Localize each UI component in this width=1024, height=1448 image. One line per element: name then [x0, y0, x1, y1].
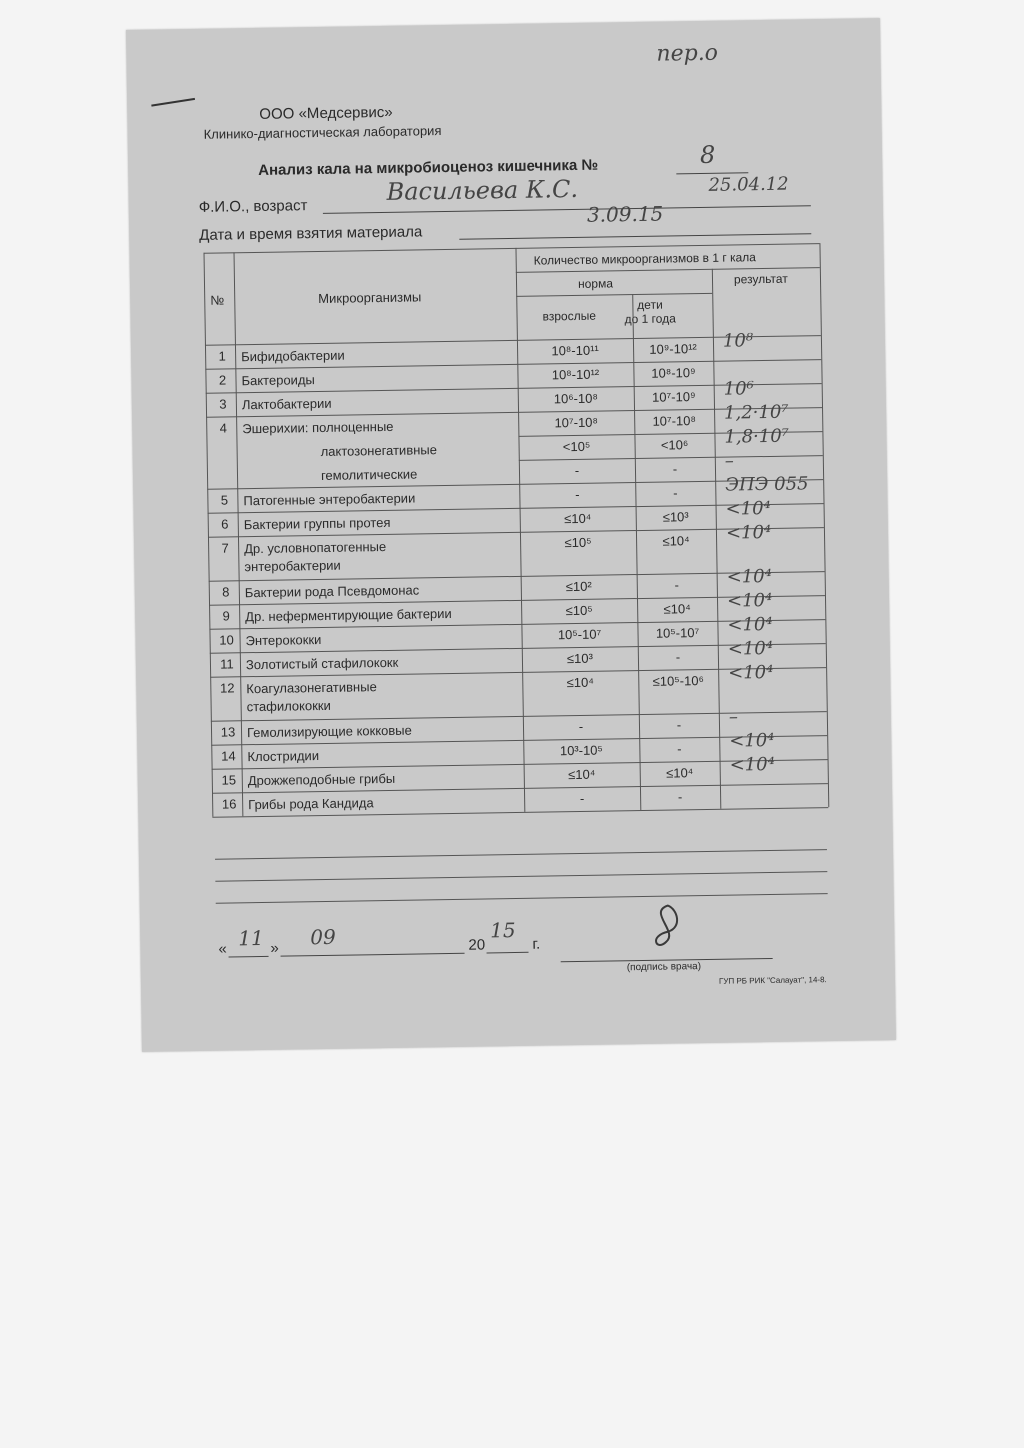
row-norm-adults: 10³-10⁵ [559, 742, 603, 759]
col-line-0 [204, 253, 214, 817]
row-result: ЭПЭ 055 [725, 473, 809, 496]
form-number: 8 [699, 140, 716, 169]
header-sub-line [516, 293, 712, 297]
row-norm-adults: 10⁶-10⁸ [553, 390, 599, 407]
row-result: – [724, 450, 735, 472]
year-line [487, 952, 529, 954]
row-norm-kids: 10⁹-10¹² [649, 341, 697, 357]
header-kids: дети до 1 года [624, 297, 676, 327]
row-number: 2 [218, 372, 227, 388]
row-name: Энтерококки [245, 632, 322, 649]
row-result: – [728, 706, 739, 728]
row-name: Бактерии группы протея [243, 514, 391, 533]
corner-note: пер.о [656, 40, 719, 67]
row-result: 1,2·10⁷ [723, 401, 789, 424]
row-norm-kids: - [674, 577, 680, 593]
row-number: 6 [221, 516, 229, 532]
date-label: Дата и время взятия материала [199, 223, 423, 244]
row-result: <10⁴ [729, 753, 775, 776]
row-norm-kids: 10⁵-10⁷ [655, 625, 700, 641]
row-norm-kids: 10⁷-10⁹ [651, 389, 696, 405]
row-norm-kids: ≤10⁴ [662, 533, 690, 549]
row-norm-adults: ≤10⁴ [566, 674, 595, 691]
lab-form-sheet [126, 18, 896, 1052]
row-norm-adults: ≤10³ [566, 650, 594, 667]
row-name: Др. неферментирующие бактерии [245, 605, 452, 625]
row-name: Патогенные энтеробактерии [243, 490, 416, 509]
fio-value: Васильева К.С. [386, 174, 579, 206]
row-norm-kids: - [675, 649, 681, 665]
row-name: гемолитические [320, 466, 418, 483]
month-line [281, 953, 465, 957]
quote-open: « [218, 940, 227, 958]
row-name: лактозонегативные [320, 442, 438, 459]
row-line [519, 455, 823, 461]
row-result: <10⁴ [727, 613, 773, 636]
signature-caption: (подпись врача) [626, 961, 702, 974]
doctor-signature [638, 901, 699, 962]
form-title: Анализ кала на микробиоценоз кишечника № [258, 156, 599, 179]
row-number: 7 [221, 540, 229, 556]
row-norm-kids: ≤10⁵-10⁶ [652, 673, 704, 689]
row-number: 14 [221, 748, 236, 764]
row-norm-kids: - [676, 717, 682, 733]
header-adults: взрослые [542, 308, 597, 324]
row-norm-adults: ≤10² [565, 578, 592, 595]
header-microorganisms: Микроорганизмы [318, 289, 422, 307]
year-prefix: 20 [468, 936, 486, 954]
row-norm-adults: ≤10⁴ [568, 766, 596, 783]
row-number: 16 [221, 796, 237, 812]
row-name: Бифидобактерии [241, 347, 345, 365]
row-number: 3 [219, 396, 227, 412]
row-name: Эшерихии: полноценные [242, 418, 394, 437]
fio-label: Ф.И.О., возраст [198, 197, 308, 216]
row-result: <10⁴ [728, 661, 774, 684]
row-number: 5 [220, 492, 229, 508]
row-norm-kids: ≤10³ [662, 509, 689, 525]
row-number: 11 [220, 656, 234, 672]
row-number: 8 [222, 584, 230, 600]
fio-line [323, 205, 811, 214]
blank-line-2 [215, 871, 827, 882]
row-norm-adults: 10⁸-10¹¹ [551, 342, 599, 359]
row-norm-adults: 10⁸-10¹² [551, 366, 600, 383]
blank-line-1 [215, 849, 827, 860]
row-number: 4 [219, 420, 227, 436]
row-number: 10 [219, 632, 234, 648]
corner-mark [151, 98, 195, 107]
printer-note: ГУП РБ РИК "Салауат", 14-8. [718, 975, 827, 986]
row-norm-kids: ≤10⁴ [666, 765, 694, 781]
row-name: Др. условнопатогенные энтеробактерии [244, 538, 387, 575]
row-norm-adults: - [574, 462, 580, 479]
row-norm-kids: - [673, 485, 678, 501]
row-result: <10⁴ [726, 589, 773, 612]
row-norm-kids: ≤10⁴ [663, 601, 691, 617]
quote-close: » [270, 939, 279, 957]
row-number: 1 [218, 348, 226, 364]
year-value: 15 [489, 917, 516, 943]
row-norm-adults: - [578, 718, 584, 734]
row-number: 9 [222, 608, 230, 624]
row-name: Коагулазонегативные стафилококки [246, 679, 377, 715]
row-result: <10⁴ [725, 497, 771, 520]
lab-name: Клинико-диагностическая лаборатория [203, 123, 442, 142]
row-norm-kids: <10⁶ [660, 437, 689, 453]
row-name: Гемолизирующие кокковые [246, 722, 412, 741]
row-norm-adults: 10⁵-10⁷ [557, 626, 602, 643]
year-suffix: г. [532, 935, 541, 953]
row-result: 10⁶ [723, 378, 755, 400]
day-line [229, 956, 269, 958]
row-name: Грибы рода Кандида [248, 795, 374, 813]
row-result: <10⁴ [726, 565, 773, 588]
row-norm-kids: - [672, 461, 678, 477]
dob-value: 25.04.12 [708, 173, 789, 196]
row-norm-kids: - [677, 789, 683, 805]
row-name: Золотистый стафилококк [245, 654, 399, 673]
row-name: Лактобактерии [241, 395, 332, 413]
row-result: 10⁸ [722, 330, 754, 352]
header-result: результат [733, 271, 788, 287]
row-norm-adults: <10⁵ [562, 438, 591, 455]
row-norm-adults: ≤10⁵ [565, 602, 593, 619]
row-name: Бактероиды [241, 372, 315, 389]
row-name: Дрожжеподобные грибы [247, 770, 396, 789]
row-norm-kids: 10⁷-10⁸ [652, 413, 697, 429]
day-value: 11 [238, 925, 264, 951]
date-line [459, 233, 811, 240]
row-number: 12 [219, 680, 235, 696]
row-norm-adults: ≤10⁴ [564, 510, 592, 527]
col-line-2 [515, 248, 525, 812]
row-norm-adults: ≤10⁵ [564, 534, 592, 551]
row-result: <10⁴ [725, 521, 772, 544]
row-norm-adults: 10⁷-10⁸ [554, 414, 599, 431]
row-name: Клостридии [247, 748, 320, 765]
header-norm: норма [577, 276, 614, 291]
month-value: 09 [310, 924, 336, 950]
row-name: Бактерии рода Псевдомонас [244, 582, 420, 601]
row-norm-adults: - [579, 790, 585, 806]
header-number: № [210, 292, 225, 308]
row-norm-kids: 10⁸-10⁹ [651, 365, 696, 381]
col-line-5 [819, 243, 829, 807]
row-norm-kids: - [677, 741, 682, 757]
row-result: <10⁴ [729, 729, 775, 752]
row-number: 15 [221, 772, 237, 788]
blank-line-3 [216, 893, 828, 904]
header-quantity: Количество микроорганизмов в 1 г кала [533, 250, 756, 268]
date-value: 3.09.15 [586, 201, 664, 227]
row-norm-adults: - [575, 486, 580, 503]
row-result: <10⁴ [727, 637, 774, 660]
org-name: ООО «Медсервис» [259, 103, 393, 123]
row-result: 1,8·10⁷ [724, 425, 790, 448]
row-number: 13 [220, 724, 236, 740]
